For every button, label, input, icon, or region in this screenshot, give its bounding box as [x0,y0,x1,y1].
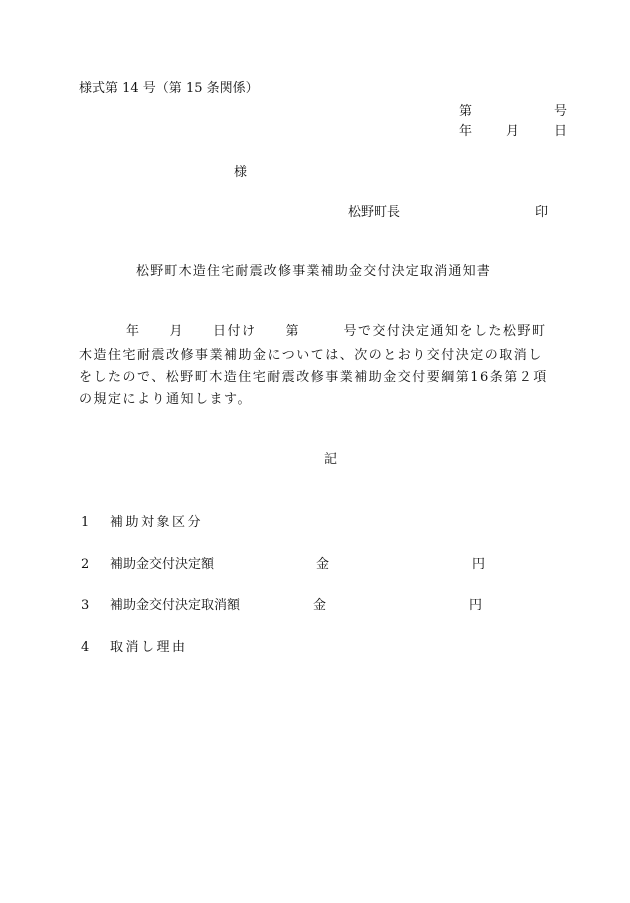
item-number-3: 3 [81,598,90,613]
body-line-1: 年 月 日付け 第 号で交付決定通知をした松野町 [126,324,547,339]
cancel-amount-kin-label: 金 [313,598,327,613]
date-month-label: 月 [506,124,520,139]
seal-mark: 印 [535,205,549,220]
body-line-4: の規定により通知します。 [79,392,252,407]
form-number: 様式第 14 号（第 15 条関係） [79,81,259,96]
document-number-prefix: 第 [459,104,473,119]
item-number-1: 1 [81,515,90,530]
date-year-label: 年 [459,124,473,139]
recipient-honorific: 様 [234,165,248,180]
document-number-suffix: 号 [554,104,568,119]
ki-heading: 記 [324,452,338,467]
cancel-amount-yen-label: 円 [469,598,483,613]
document-title: 松野町木造住宅耐震改修事業補助金交付決定取消通知書 [136,264,492,279]
body-line-3: をしたので、松野町木造住宅耐震改修事業補助金交付要綱第16条第２項 [79,370,548,385]
item-label-cancel-reason: 取消し理由 [110,640,188,655]
date-day-label: 日 [554,124,568,139]
item-label-decided-amount: 補助金交付決定額 [110,557,215,572]
item-label-cancelled-amount: 補助金交付決定取消額 [110,598,241,613]
item-number-2: 2 [81,557,90,572]
item-number-4: 4 [81,640,90,655]
sender-title: 松野町長 [348,205,401,220]
amount-yen-label: 円 [472,557,486,572]
amount-kin-label: 金 [316,557,330,572]
item-label-subsidy-category: 補助対象区分 [110,515,204,530]
body-line-2: 木造住宅耐震改修事業補助金については、次のとおり交付決定の取消し [79,348,543,363]
